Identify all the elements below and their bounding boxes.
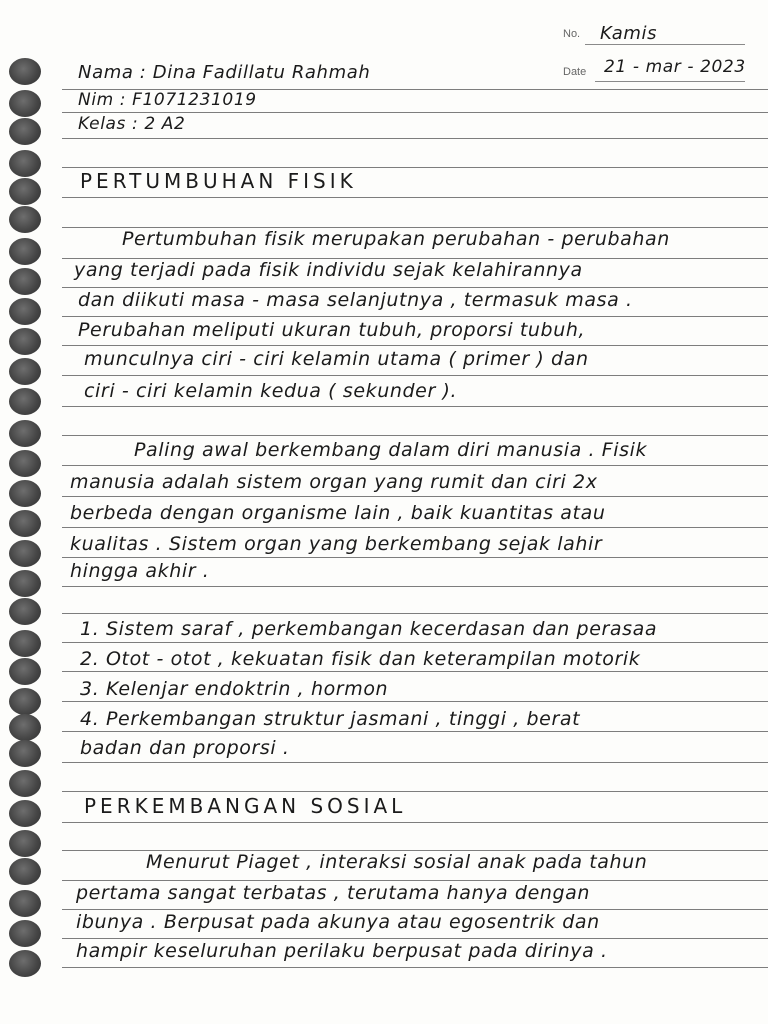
binder-hole xyxy=(9,658,41,685)
binder-hole xyxy=(9,770,41,797)
ruled-line xyxy=(62,613,768,614)
date-label: Date xyxy=(563,66,587,78)
ruled-line xyxy=(62,496,768,497)
binder-hole xyxy=(9,830,41,857)
ruled-line xyxy=(62,167,768,168)
binder-hole xyxy=(9,714,41,741)
ruled-line xyxy=(62,731,768,732)
paragraph2-line: kualitas . Sistem organ yang berkembang sejak lahir xyxy=(70,533,603,555)
binder-hole xyxy=(9,238,41,265)
ruled-line xyxy=(62,909,768,910)
binder-hole xyxy=(9,480,41,507)
binder-hole xyxy=(9,58,41,85)
ruled-line xyxy=(62,527,768,528)
list-item: 1. Sistem saraf , perkembangan kecerdasan dan perasaa xyxy=(80,618,658,640)
ruled-line xyxy=(62,791,768,792)
list-item: 3. Kelenjar endoktrin , hormon xyxy=(80,678,389,700)
ruled-line xyxy=(62,586,768,587)
nama-line: Nama : Dina Fadillatu Rahmah xyxy=(78,62,371,83)
ruled-line xyxy=(62,642,768,643)
binder-hole xyxy=(9,206,41,233)
ruled-line xyxy=(62,287,768,288)
paragraph3-line: pertama sangat terbatas , terutama hanya dengan xyxy=(76,882,591,904)
ruled-line xyxy=(62,762,768,763)
ruled-line xyxy=(62,967,768,968)
date-underline xyxy=(595,81,745,82)
ruled-line xyxy=(62,822,768,823)
list-item: 2. Otot - otot , kekuatan fisik dan keterampilan motorik xyxy=(80,648,641,670)
paragraph3-line: ibunya . Berpusat pada akunya atau egosentrik dan xyxy=(76,911,600,933)
paragraph3-line: Menurut Piaget , interaksi sosial anak pada tahun xyxy=(146,851,648,873)
section-title-perkembangan: PERKEMBANGAN SOSIAL xyxy=(84,794,407,818)
ruled-line xyxy=(62,112,768,113)
ruled-line xyxy=(62,435,768,436)
list-item: badan dan proporsi . xyxy=(80,737,290,759)
ruled-line xyxy=(62,671,768,672)
binder-hole xyxy=(9,800,41,827)
paragraph2-line: manusia adalah sistem organ yang rumit dan ciri 2x xyxy=(70,471,598,493)
ruled-line xyxy=(62,701,768,702)
paragraph2-line: hingga akhir . xyxy=(70,560,210,582)
no-underline xyxy=(585,44,745,45)
binder-hole xyxy=(9,740,41,767)
paragraph1-line: dan diikuti masa - masa selanjutnya , termasuk masa . xyxy=(78,289,633,311)
binder-holes xyxy=(0,0,60,1024)
paragraph1-line: yang terjadi pada fisik individu sejak kelahirannya xyxy=(74,259,583,281)
ruled-line xyxy=(62,197,768,198)
binder-hole xyxy=(9,540,41,567)
binder-hole xyxy=(9,858,41,885)
list-item: 4. Perkembangan struktur jasmani , tinggi , berat xyxy=(80,708,581,730)
binder-hole xyxy=(9,90,41,117)
binder-hole xyxy=(9,328,41,355)
ruled-line xyxy=(62,316,768,317)
ruled-line xyxy=(62,465,768,466)
paragraph1-line: Pertumbuhan fisik merupakan perubahan - perubahan xyxy=(122,228,670,250)
binder-hole xyxy=(9,150,41,177)
section-title-pertumbuhan: PERTUMBUHAN FISIK xyxy=(80,169,357,193)
binder-hole xyxy=(9,268,41,295)
binder-hole xyxy=(9,630,41,657)
binder-hole xyxy=(9,358,41,385)
binder-hole xyxy=(9,950,41,977)
binder-hole xyxy=(9,178,41,205)
ruled-line xyxy=(62,938,768,939)
nim-line: Nim : F1071231019 xyxy=(78,90,257,110)
paragraph3-line: hampir keseluruhan perilaku berpusat pada dirinya . xyxy=(76,940,608,962)
binder-hole xyxy=(9,510,41,537)
binder-hole xyxy=(9,118,41,145)
kelas-line: Kelas : 2 A2 xyxy=(78,114,186,134)
ruled-line xyxy=(62,557,768,558)
ruled-line xyxy=(62,138,768,139)
binder-hole xyxy=(9,450,41,477)
ruled-line xyxy=(62,406,768,407)
paragraph1-line: ciri - ciri kelamin kedua ( sekunder ). xyxy=(84,380,458,402)
paragraph1-line: Perubahan meliputi ukuran tubuh, proporsi tubuh, xyxy=(78,319,586,341)
binder-hole xyxy=(9,298,41,325)
paragraph2-line: Paling awal berkembang dalam diri manusia . Fisik xyxy=(134,439,648,461)
binder-hole xyxy=(9,598,41,625)
binder-hole xyxy=(9,570,41,597)
binder-hole xyxy=(9,388,41,415)
date-value: 21 - mar - 2023 xyxy=(604,57,746,77)
binder-hole xyxy=(9,890,41,917)
paragraph2-line: berbeda dengan organisme lain , baik kuantitas atau xyxy=(70,502,606,524)
paragraph1-line: munculnya ciri - ciri kelamin utama ( primer ) dan xyxy=(84,348,589,370)
ruled-line xyxy=(62,880,768,881)
ruled-line xyxy=(62,375,768,376)
binder-hole xyxy=(9,688,41,715)
binder-hole xyxy=(9,420,41,447)
ruled-line xyxy=(62,345,768,346)
no-label: No. xyxy=(563,28,581,40)
binder-hole xyxy=(9,920,41,947)
day-text: Kamis xyxy=(600,23,658,44)
